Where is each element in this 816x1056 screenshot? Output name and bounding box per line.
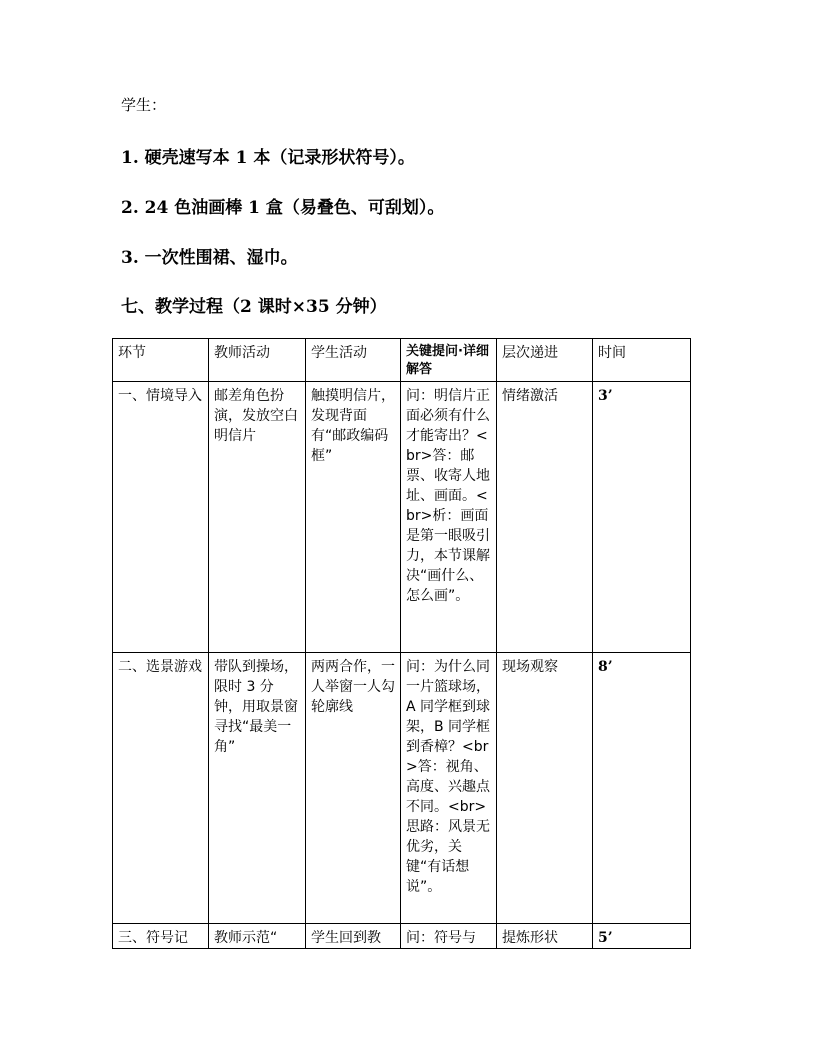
cell-stage: 二、选景游戏 bbox=[113, 653, 209, 924]
cell-time: 5’ bbox=[593, 924, 691, 949]
cell-stage: 三、符号记 bbox=[113, 924, 209, 949]
cell-student-activity: 触摸明信片，发现背面有“邮政编码框” bbox=[306, 382, 401, 653]
table-row bbox=[113, 653, 691, 924]
header-stage: 环节 bbox=[113, 339, 209, 382]
cell-key-questions: 问：为什么同一片篮球场，A 同学框到球架，B 同学框到香樟？<br>答：视角、高度、兴趣点不同。<br>思路：风景无优劣，关键“有话想说”。 bbox=[401, 653, 497, 924]
section-heading: 七、教学过程（2 课时×35 分钟） bbox=[121, 297, 387, 317]
header-teacher-activity: 教师活动 bbox=[209, 339, 306, 382]
cell-progression: 现场观察 bbox=[497, 653, 593, 924]
material-item-3: 3. 一次性围裙、湿巾。 bbox=[121, 248, 298, 268]
cell-key-questions: 问：明信片正面必须有什么才能寄出？<br>答：邮票、收寄人地址、画面。<br>析：画面是第一眼吸引力，本节课解决“画什么、怎么画”。 bbox=[401, 382, 497, 653]
header-time: 时间 bbox=[593, 339, 691, 382]
cell-time: 8’ bbox=[593, 653, 691, 924]
table-row bbox=[113, 382, 691, 653]
table-header-row bbox=[113, 339, 691, 382]
table-row bbox=[113, 924, 691, 949]
header-key-questions: 关键提问·详细解答 bbox=[401, 339, 497, 382]
cell-student-activity: 两两合作，一人举窗一人勾轮廓线 bbox=[306, 653, 401, 924]
cell-teacher-activity: 带队到操场，限时 3 分钟，用取景窗寻找“最美一角” bbox=[209, 653, 306, 924]
header-progression: 层次递进 bbox=[497, 339, 593, 382]
header-student-activity: 学生活动 bbox=[306, 339, 401, 382]
teaching-process-table bbox=[112, 338, 691, 949]
cell-progression: 提炼形状 bbox=[497, 924, 593, 949]
cell-student-activity: 学生回到教 bbox=[306, 924, 401, 949]
cell-teacher-activity: 邮差角色扮演，发放空白明信片 bbox=[209, 382, 306, 653]
cell-teacher-activity: 教师示范“ bbox=[209, 924, 306, 949]
material-item-1: 1. 硬壳速写本 1 本（记录形状符号）。 bbox=[121, 148, 415, 168]
students-label: 学生： bbox=[121, 96, 167, 114]
cell-time: 3’ bbox=[593, 382, 691, 653]
material-item-2: 2. 24 色油画棒 1 盒（易叠色、可刮划）。 bbox=[121, 198, 445, 218]
cell-key-questions: 问：符号与 bbox=[401, 924, 497, 949]
cell-stage: 一、情境导入 bbox=[113, 382, 209, 653]
cell-progression: 情绪激活 bbox=[497, 382, 593, 653]
